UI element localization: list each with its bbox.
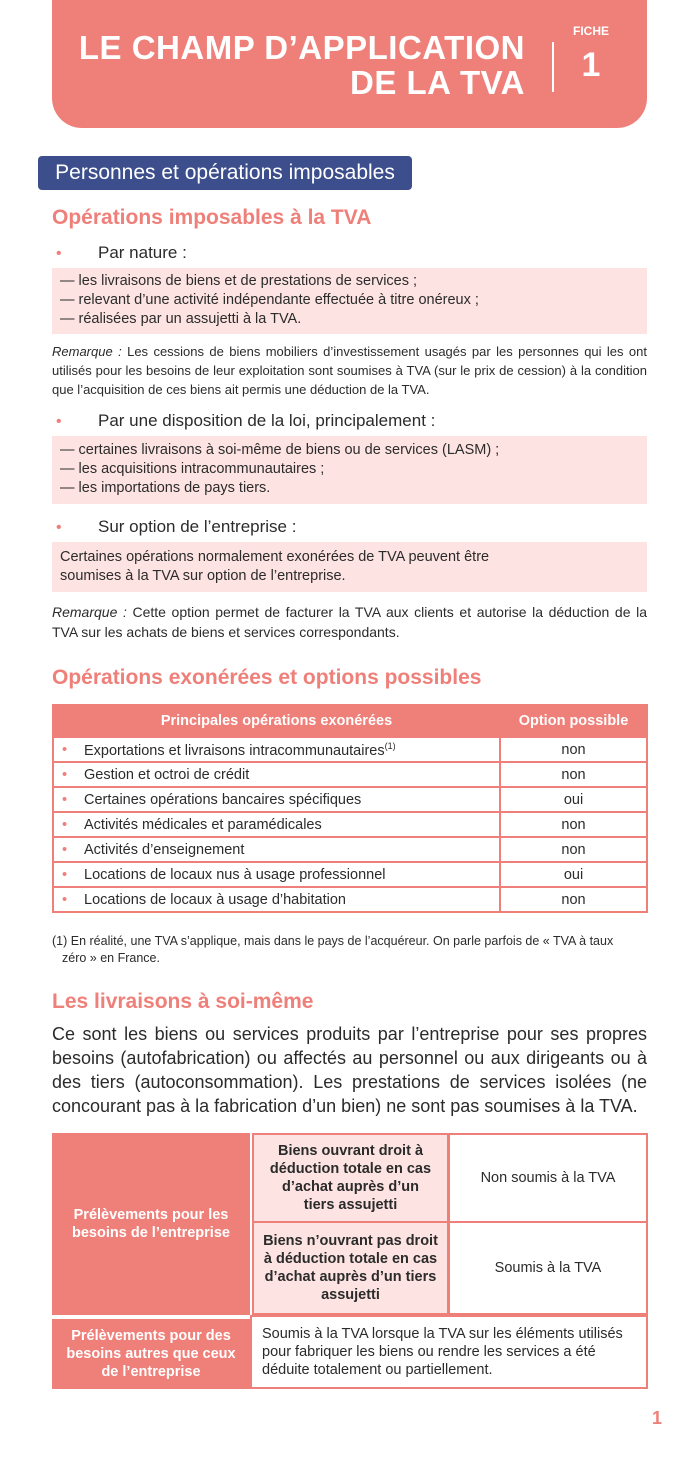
page-number: 1 (652, 1408, 663, 1428)
heading-imposables: Opérations imposables à la TVA (52, 206, 372, 229)
footnote-line: zéro » en France. (62, 951, 160, 965)
row1-header: Prélèvements pour les besoins de l’entreprise (52, 1133, 250, 1315)
bullet-loi (56, 411, 435, 431)
remark-text: Cette option permet de facturer la TVA aux clients et autorise la déduction de la TVA sur les achats de biens et services correspondants. (52, 604, 647, 640)
heading-livraisons: Les livraisons à soi-même (52, 990, 314, 1013)
fiche-number: 1 (581, 46, 601, 84)
option-col-header: Option possible (500, 705, 647, 737)
remark-text: Les cessions de biens mobiliers d’investissement usagés par les personnes qui les ont utilisés pour les besoins de leur exploitation sont soumises à TVA (sur le prix de cession) à la condition que l’acquisition de ces biens ait permis une déduction de la TVA. (52, 344, 648, 397)
row1a-result: Non soumis à la TVA (448, 1133, 648, 1223)
remark-label: Remarque : (52, 344, 122, 359)
row-bullet: • (62, 766, 68, 783)
row-bullet: • (62, 742, 68, 759)
exempt-table (52, 704, 648, 913)
table-row (53, 887, 647, 912)
table-row (53, 737, 647, 762)
row-label: Gestion et octroi de crédit (84, 766, 250, 783)
table-row (53, 862, 647, 887)
table-row (53, 812, 647, 837)
footnote-line: (1) En réalité, une TVA s’applique, mais dans le pays de l’acquéreur. On parle parfois de « TVA à taux (52, 934, 614, 948)
row1b-result: Soumis à la TVA (448, 1221, 648, 1315)
row2-result: Soumis à la TVA lorsque la TVA sur les éléments utilisés pour fabriquer les biens ou rendre les services a été déduite totalement ou partiellement. (250, 1315, 648, 1389)
title-line-2: DE LA TVA (350, 64, 525, 101)
row-option: non (500, 837, 647, 862)
row-label: Activités médicales et paramédicales (84, 816, 322, 833)
row2-header: Prélèvements pour des besoins autres que ceux de l’entreprise (52, 1317, 250, 1389)
bullet-dot: • (56, 413, 62, 430)
row-label: Locations de locaux nus à usage professionnel (84, 866, 386, 883)
remark-option (52, 602, 647, 642)
bullet-dot: • (56, 519, 62, 536)
row-bullet: • (62, 866, 68, 883)
loi-box (52, 436, 647, 504)
header-separator (552, 42, 554, 92)
bullet-option-label: Sur option de l’entreprise : (98, 517, 297, 536)
heading-exonerees: Opérations exonérées et options possibles (52, 666, 482, 689)
remark-nature (52, 342, 647, 399)
row-label: Locations de locaux à usage d’habitation (84, 891, 346, 908)
loi-item: — certaines livraisons à soi-même de biens ou de services (LASM) ; (60, 442, 500, 458)
title-line-1: LE CHAMP D’APPLICATION (78, 29, 525, 66)
bullet-nature-label: Par nature : (98, 243, 187, 262)
row-option: oui (500, 787, 647, 812)
remark-label: Remarque : (52, 604, 127, 620)
bullet-loi-label: Par une disposition de la loi, principalement : (98, 411, 436, 430)
row-option: non (500, 812, 647, 837)
option-item: soumises à la TVA sur option de l’entreprise. (60, 568, 346, 584)
row-option: non (500, 887, 647, 912)
nature-item: — réalisées par un assujetti à la TVA. (60, 311, 302, 327)
row-option: oui (500, 862, 647, 887)
bullet-dot: • (56, 245, 62, 262)
page-header (52, 0, 647, 128)
table-row (53, 837, 647, 862)
nature-item: — les livraisons de biens et de prestations de services ; (60, 273, 418, 289)
bullet-option (56, 517, 296, 537)
page-title (79, 30, 525, 100)
bullet-nature (56, 243, 187, 263)
option-box (52, 542, 647, 592)
footnote (52, 933, 652, 967)
loi-item: — les acquisitions intracommunautaires ; (60, 461, 325, 477)
exempt-col-header: Principales opérations exonérées (53, 705, 500, 737)
row-bullet: • (62, 791, 68, 808)
table-row (53, 762, 647, 787)
table-row (53, 787, 647, 812)
footnote-ref: (1) (384, 740, 396, 751)
fiche-label: FICHE (573, 24, 609, 38)
section-pill: Personnes et opérations imposables (38, 156, 412, 190)
row-bullet: • (62, 891, 68, 908)
row1a-desc: Biens ouvrant droit à déduction totale en cas d’achat auprès d’un tiers assujetti (252, 1133, 449, 1223)
row-label: Exportations et livraisons intracommunautaires (84, 742, 385, 759)
option-item: Certaines opérations normalement exonérées de TVA peuvent être (60, 549, 490, 565)
nature-item: — relevant d’une activité indépendante effectuée à titre onéreux ; (60, 292, 479, 308)
row-option: non (500, 737, 647, 762)
row-label: Certaines opérations bancaires spécifiques (84, 791, 362, 808)
nature-box (52, 268, 647, 334)
row-label: Activités d’enseignement (84, 841, 245, 858)
loi-item: — les importations de pays tiers. (60, 480, 271, 496)
row-bullet: • (62, 816, 68, 833)
livraisons-paragraph: Ce sont les biens ou services produits par l’entreprise pour ses propres besoins (autofabrication) ou affectés au personnel ou aux dirigeants ou à des tiers (autoconsommation). Les prestations de services isolées (ne concourant pas à la fabrication d’un bien) ne sont pas soumises à la TVA. (52, 1024, 647, 1116)
row1b-desc: Biens n’ouvrant pas droit à déduction totale en cas d’achat auprès d’un tiers assujetti (252, 1221, 449, 1315)
row-bullet: • (62, 841, 68, 858)
livraisons-table (52, 1133, 648, 1389)
row-option: non (500, 762, 647, 787)
